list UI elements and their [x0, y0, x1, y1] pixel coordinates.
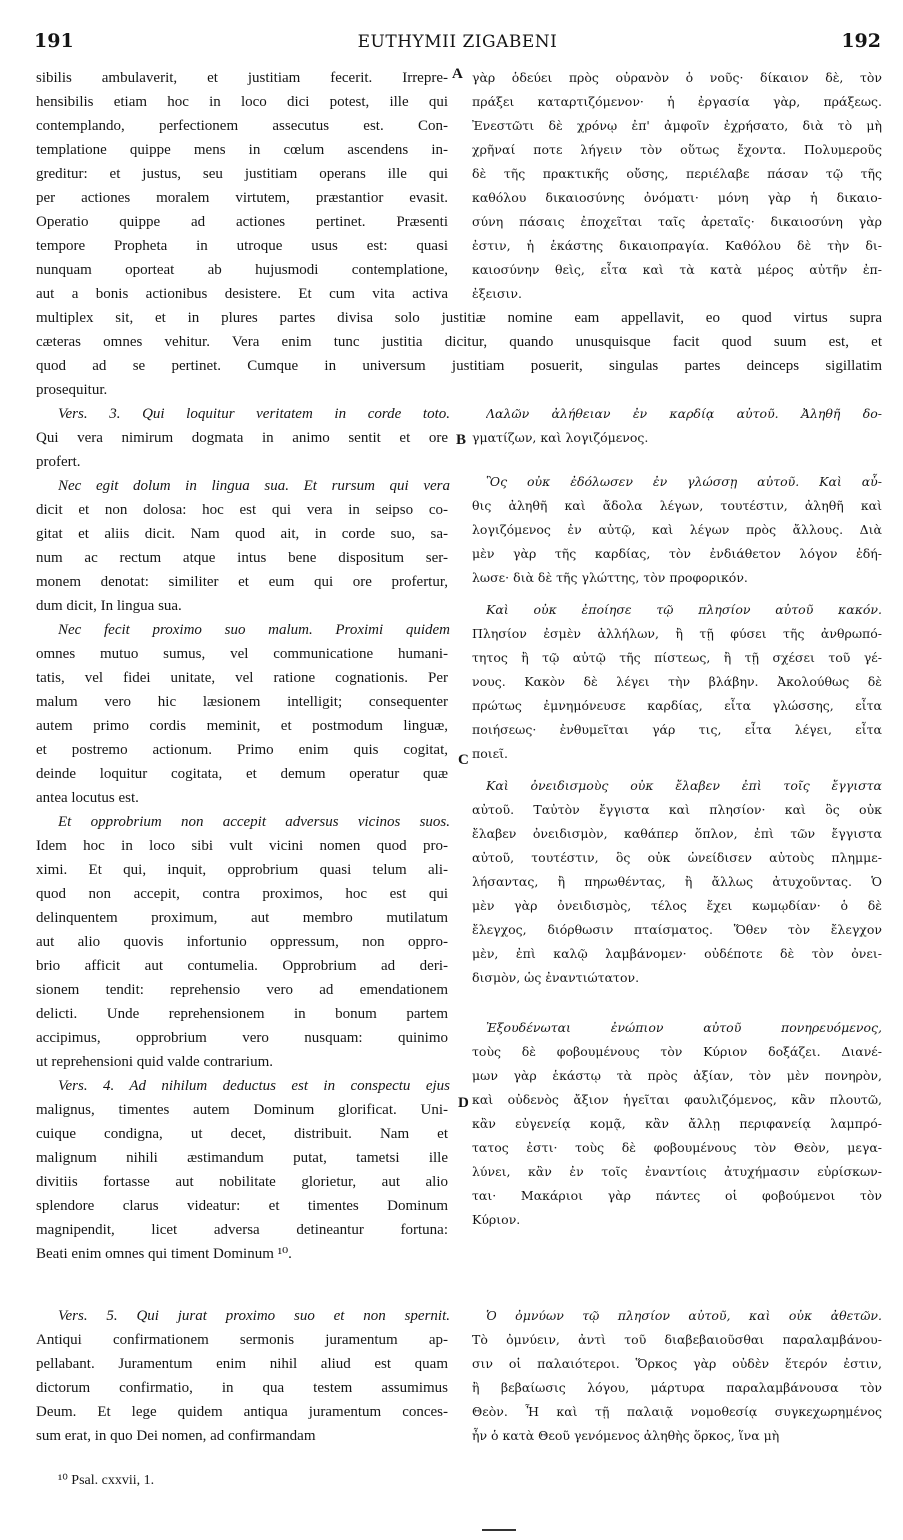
greek-commentary-line: λωσε· διὰ δὲ τῆς γλώττης, τὸν προφορικόν.: [472, 570, 748, 585]
margin-marker-d: D: [458, 1095, 469, 1111]
greek-commentary-line: δισμὸν, ὡς ἐναντιώτατον.: [472, 970, 640, 985]
greek-commentary-line: Κύριον.: [472, 1212, 521, 1227]
greek-commentary-line: Καὶ οὐκ ἐποίησε τῷ πλησίον αὐτοῦ κακόν.: [486, 602, 882, 617]
footnote: ¹⁰ Psal. cxxvii, 1.: [58, 1473, 155, 1488]
greek-commentary-line: πρώτως ἐμνημόνευσε καρδίας, εἶτα γλώσσης, εἶτα: [472, 698, 882, 713]
latin-commentary-line: delinquentem proximum, aut membro mutilatum: [36, 910, 448, 926]
greek-line: ἐστιν, ἡ ἑκάστης δικαιοπραγία. Καθόλου δὲ τὴν δι-: [472, 238, 882, 253]
greek-commentary-line: τοὺς δὲ φοβουμένους τὸν Κύριον δοξάζει. Διανέ-: [472, 1044, 882, 1059]
latin-commentary-line: omnes mutuo sumus, vel communicatione humani-: [36, 646, 448, 662]
greek-commentary-line: Ἐξουδένωται ἐνώπιον αὐτοῦ πονηρευόμενος,: [486, 1020, 882, 1035]
latin-commentary-line: Deum. Et lege quidem antiqua juramentum conces-: [36, 1404, 448, 1420]
greek-commentary-line: τητος ἢ τῷ αὐτῷ τῆς πίστεως, ἢ τῇ σχέσει τοῦ γέ-: [472, 650, 882, 665]
latin-commentary-line: Qui vera nimirum dogmata in animo sentit et ore: [36, 430, 448, 446]
margin-marker-b: B: [456, 432, 467, 448]
greek-commentary-line: ἔλαβεν ὀνειδισμὸν, καθάπερ ὅπλον, ἐπὶ τῶν ἔγγιστα: [472, 826, 882, 841]
latin-commentary-line: gitat et aliis dicit. Nam quod ait, in corde suo, sa-: [36, 526, 448, 542]
greek-commentary-line: ἔλεγχος, διόρθωσιν πταίσματος. Ὅθεν τὸν ἔλεγχον: [472, 922, 882, 937]
greek-commentary-line: λογιζόμενος ἐν αὐτῷ, καὶ λέγων πρὸς ἄλλους. Διὰ: [472, 522, 882, 537]
greek-line: δὲ τῆς πρακτικῆς οὔσης, περιέλαβε πάσαν τῷ τῆς: [472, 166, 882, 181]
latin-commentary-line: Et opprobrium non accepit adversus vicinos suos.: [58, 814, 450, 830]
latin-line: hensibilis etiam hoc in loco dici potest, ille qui: [36, 94, 448, 110]
greek-line: Ἐνεστῶτι δὲ χρόνῳ ἐπ' ἀμφοῖν ἐχρήσατο, διὰ τὸ μὴ: [472, 118, 882, 133]
latin-commentary-line: malum vero hic læsionem intelligit; consequenter: [36, 694, 448, 710]
latin-commentary-line: Idem hoc in loco sibi vult vicini nomen quod pro-: [36, 838, 448, 854]
latin-commentary-line: accipimus, opprobrium vero nusquam: quinimo: [36, 1030, 448, 1046]
latin-line: tempore Propheta in utroque usus est: quasi: [36, 238, 448, 254]
latin-commentary-line: Beati enim omnes qui timent Dominum ¹⁰.: [36, 1246, 292, 1262]
latin-commentary-line: magnipendit, licet adversa detineantur fortuna:: [36, 1222, 448, 1238]
latin-commentary-line: sionem tendit: reprehensio vero ad emendationem: [36, 982, 448, 998]
latin-commentary-line: ximi. Et qui, inquit, opprobrium quasi telum ali-: [36, 862, 448, 878]
greek-line: γὰρ ὁδεύει πρὸς οὐρανὸν ὁ νοῦς· δίκαιον δὲ, τὸν: [472, 70, 882, 85]
latin-commentary-line: Nec fecit proximo suo malum. Proximi quidem: [58, 622, 450, 638]
greek-commentary-line: μων γὰρ ἑκάστῳ τὰ πρὸς ἀξίαν, τὸν μὲν πονηρὸν,: [472, 1068, 882, 1083]
greek-commentary-line: μὲν, ἐπὶ καλῷ λαμβάνομεν· οὐδέποτε δὲ τὸν ὀνει-: [472, 946, 882, 961]
page-number-left: 191: [34, 30, 74, 52]
latin-commentary-line: dictorum confirmatio, in qua testem assumimus: [36, 1380, 448, 1396]
latin-commentary-line: delicti. Unde reprehensionem in bonum partem: [36, 1006, 448, 1022]
latin-full-line: prosequitur.: [36, 382, 108, 398]
latin-commentary-line: aut alio quovis infortunio oppressum, non oppro-: [36, 934, 448, 950]
latin-line: contemplando, perfectionem assecutus est. Con-: [36, 118, 448, 134]
greek-line: σύνη πάσαις ἐποχεῖται ταῖς ἀρεταῖς· δικαιοσύνη γὰρ: [472, 214, 882, 229]
greek-commentary-line: Θεὸν. Ἦ καὶ τῇ παλαιᾷ νομοθεσίᾳ συγκεχωρημένος: [472, 1404, 882, 1419]
running-title: EUTHYMII ZIGABENI: [357, 32, 558, 52]
greek-commentary-line: λήσαντας, ἢ πηρωθέντας, ἢ ἄλλως ἀτυχοῦντας. Ὁ: [472, 874, 882, 889]
latin-commentary-line: tatis, vel fidei unitate, vel ratione cognationis. Per: [36, 670, 448, 686]
latin-commentary-line: Vers. 4. Ad nihilum deductus est in conspectu ejus: [58, 1078, 450, 1094]
latin-full-line: quod ad se pertinet. Cumque in universum justitiam posuerit, singulas partes deinceps sigillatim: [36, 358, 882, 374]
latin-commentary-line: malignus, timentes autem Dominum glorificat. Uni-: [36, 1102, 448, 1118]
page-mark: [482, 1529, 516, 1531]
greek-commentary-line: Ὁ ὀμνύων τῷ πλησίον αὐτοῦ, καὶ οὐκ ἀθετῶν.: [486, 1308, 882, 1323]
greek-line: χρῆναί ποτε λήγειν τὸν οὕτως ἔχοντα. Πολυμεροῦς: [472, 142, 882, 157]
greek-commentary-line: Ὃς οὐκ ἐδόλωσεν ἐν γλώσσῃ αὐτοῦ. Καὶ αὖ-: [486, 474, 882, 489]
greek-commentary-line: κἂν εὐγενείᾳ κομᾷ, κἂν ἄλλῃ περιφανείᾳ λαμπρό-: [472, 1116, 882, 1131]
latin-commentary-line: autem primo cordis meminit, et postmodum linguæ,: [36, 718, 448, 734]
greek-commentary-line: αὐτοῦ, τουτέστιν, ὃς οὐκ ὠνείδισεν αὐτοὺς πλημμε-: [472, 850, 882, 865]
greek-commentary-line: μὲν γὰρ τῆς καρδίας, τὸν ἐνδιάθετον λόγον ἐδή-: [472, 546, 882, 561]
latin-line: Operatio quippe ad actiones pertinet. Præsenti: [36, 214, 448, 230]
latin-commentary-line: deinde loquitur cogitata, et demum operatur quæ: [36, 766, 448, 782]
latin-commentary-line: splendore clarus videatur: et timentes Dominum: [36, 1198, 448, 1214]
greek-commentary-line: Καὶ ὀνειδισμοὺς οὐκ ἔλαβεν ἐπὶ τοῖς ἔγγιστα: [486, 778, 882, 793]
latin-commentary-line: profert.: [36, 454, 81, 470]
latin-full-line: multiplex sit, et in plures partes divisa solo justitiæ nomine eam appellavit, eo quod virtus supra: [36, 310, 882, 326]
greek-line: καιοσύνην θεὶς, εἶτα καὶ τὰ κατὰ μέρος αὐτῆν ἐπ-: [472, 262, 882, 277]
greek-commentary-line: ἢ βεβαίωσις λόγου, μάρτυρα παραλαμβάνουσα τὸν: [472, 1380, 882, 1395]
latin-commentary-line: monem denotat: similiter et eum qui ore profertur,: [36, 574, 448, 590]
greek-commentary-line: γματίζων, καὶ λογιζόμενος.: [472, 430, 649, 445]
greek-commentary-line: ποιήσεως· ἐνθυμεῖται γάρ τις, εἶτα λέγει, εἶτα: [472, 722, 882, 737]
page-number-right: 192: [841, 30, 881, 52]
latin-full-line: cæteras omnes vehitur. Vera enim tunc justitia dicitur, quando unusquisque facit quod suum est, et: [36, 334, 882, 350]
latin-commentary-line: Vers. 5. Qui jurat proximo suo et non spernit.: [58, 1308, 450, 1324]
greek-commentary-line: σιν οἱ παλαιότεροι. Ὅρκος γὰρ οὐδὲν ἕτερόν ἐστιν,: [472, 1356, 882, 1371]
greek-line: ἐξεισιν.: [472, 286, 522, 301]
greek-commentary-line: νους. Κακὸν δὲ λέγει τὴν βλάβην. Ἀκολούθως δὲ: [472, 674, 882, 689]
greek-commentary-line: ται· Μακάριοι γὰρ πάντες οἱ φοβούμενοι τὸν: [472, 1188, 882, 1203]
running-head: [34, 30, 881, 60]
latin-commentary-line: dicit et non dolosa: hoc est qui vera in seipso co-: [36, 502, 448, 518]
latin-commentary-line: brio afficit aut contumelia. Opprobrium ad deri-: [36, 958, 448, 974]
greek-commentary-line: θις ἀληθῆ καὶ ἄδολα λέγων, τουτέστιν, ἀληθῆ καὶ: [472, 498, 882, 513]
greek-commentary-line: μὲν γὰρ ὀνειδισμὸς, τέλος ἔχει κωμῳδίαν· ὁ δὲ: [472, 898, 882, 913]
greek-commentary-line: Πλησίον ἐσμὲν ἀλλήλων, ἢ τῇ φύσει τῆς ἀνθρωπό-: [472, 626, 882, 641]
latin-commentary-line: Vers. 3. Qui loquitur veritatem in corde toto.: [58, 406, 450, 422]
latin-line: per actiones moralem virtutem, præstantior evasit.: [36, 190, 448, 206]
latin-line: sibilis ambulaverit, et justitiam fecerit. Irrepre-: [36, 70, 448, 86]
latin-line: greditur: et justus, seu justitiam operans ille qui: [36, 166, 448, 182]
latin-commentary-line: pellabant. Juramentum enim nihil aliud est quam: [36, 1356, 448, 1372]
latin-commentary-line: num ac rectum atque intus bene dispositum ser-: [36, 550, 448, 566]
greek-line: καθόλου δικαιοσύνης ὀνόματι· μόνη γὰρ ἡ δικαιο-: [472, 190, 882, 205]
margin-marker-c: C: [458, 752, 469, 768]
latin-commentary-line: quod non accepit, contra proximos, hoc est qui: [36, 886, 448, 902]
latin-line: nunquam oporteat ab hujusmodi contemplatione,: [36, 262, 448, 278]
latin-commentary-line: sum erat, in quo Dei nomen, ad confirmandam: [36, 1428, 316, 1444]
greek-commentary-line: καὶ οὐδενὸς ἄξιον ἡγεῖται φαυλιζόμενος, κἂν πλουτῶ,: [472, 1092, 882, 1107]
greek-commentary-line: ἦν ὁ κατὰ Θεοῦ γενόμενος ἀληθὴς ὅρκος, ἵνα μὴ: [472, 1428, 780, 1443]
latin-commentary-line: antea locutus est.: [36, 790, 139, 806]
greek-commentary-line: Τὸ ὀμνύειν, ἀντὶ τοῦ διαβεβαιοῦσθαι παραλαμβάνου-: [472, 1332, 882, 1347]
latin-line: templatione quippe mens in cœlum ascendens in-: [36, 142, 448, 158]
latin-commentary-line: et postremo actionum. Primo enim quis cogitat,: [36, 742, 448, 758]
margin-marker-a: A: [452, 66, 463, 82]
latin-commentary-line: Antiqui confirmationem sermonis juramentum ap-: [36, 1332, 448, 1348]
greek-commentary-line: λύνει, κἂν ἐν τοῖς ἐναντίοις ἀτυχήμασιν εὑρίσκων-: [472, 1164, 882, 1179]
greek-commentary-line: αὐτοῦ. Ταὐτὸν ἔγγιστα καὶ πλησίον· καὶ ὃς οὐκ: [472, 802, 882, 817]
greek-commentary-line: ποιεῖ.: [472, 746, 508, 761]
greek-line: πράξει καταρτιζόμενον· ἡ ἐργασία γὰρ, πράξεως.: [472, 94, 882, 109]
latin-commentary-line: dum dicit, In lingua sua.: [36, 598, 182, 614]
latin-commentary-line: ut reprehensioni quid valde contrarium.: [36, 1054, 274, 1070]
latin-commentary-line: cuique condigna, ut decet, distribuit. Nam et: [36, 1126, 448, 1142]
greek-commentary-line: Λαλῶν ἀλήθειαν ἐν καρδίᾳ αὐτοῦ. Ἀληθῆ δο-: [486, 406, 882, 421]
latin-commentary-line: Nec egit dolum in lingua sua. Et rursum qui vera: [58, 478, 450, 494]
latin-commentary-line: malignum nihili æstimandum putat, tametsi ille: [36, 1150, 448, 1166]
greek-commentary-line: τατος ἐστι· τοὺς δὲ φοβουμένους τὸν Θεὸν, μεγα-: [472, 1140, 882, 1155]
latin-commentary-line: divitiis fortasse aut nobilitate glorietur, aut alio: [36, 1174, 448, 1190]
latin-line: aut a bonis actionibus desistere. Et cum vita activa: [36, 286, 448, 302]
